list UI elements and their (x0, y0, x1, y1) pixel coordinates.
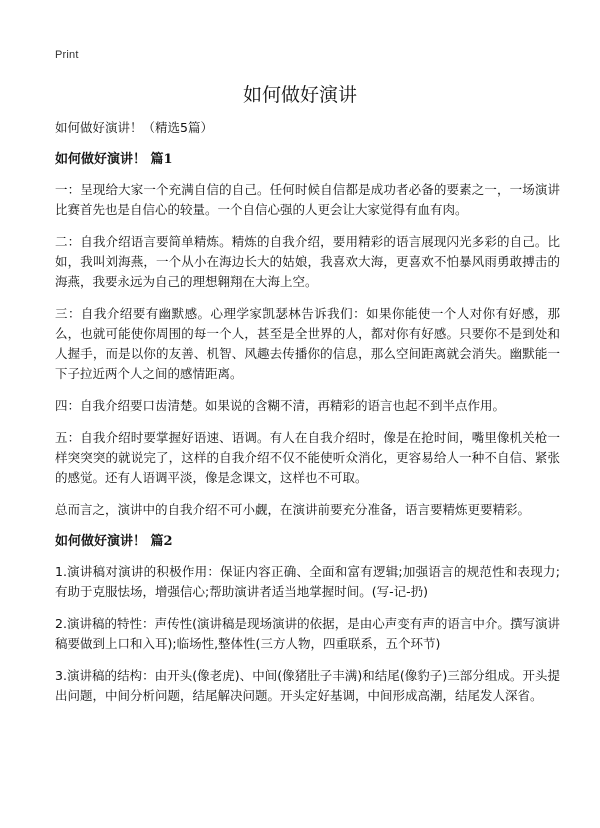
section-heading: 如何做好演讲！ 篇1 (55, 152, 173, 167)
paragraph: 总而言之，演讲中的自我介绍不可小觑，在演讲前要充分准备，语言要精炼更要精彩。 (55, 502, 531, 517)
paragraph: 一：呈现给大家一个充满自信的自己。任何时候自信都是成功者必备的要素之一，一场演讲比赛首先也是自信心的较量。一个自信心强的人更会让大家觉得有血有肉。 (55, 182, 560, 217)
section-1 (55, 150, 560, 520)
paragraph: 3.演讲稿的结构：由开头(像老虎)、中间(像猪肚子丰满)和结尾(像豹子)三部分组成。开头提出问题，中间分析问题，结尾解决问题。开头定好基调，中间形成高潮，结尾发人深省。 (55, 668, 560, 703)
paragraph: 1.演讲稿对演讲的积极作用：保证内容正确、全面和富有逻辑;加强语言的规范性和表现力;有助于克服怯场，增强信心;帮助演讲者适当地掌握时间。(写-记-扔) (55, 564, 560, 599)
paragraph: 三：自我介绍要有幽默感。心理学家凯瑟林告诉我们：如果你能使一个人对你有好感，那么，也就可能使你周围的每一个人，甚至是全世界的人，都对你有好感。只要你不是到处和人握手，而是以你的友善、机智、风趣去传播你的信息，那么空间距离就会消失。幽默能一下子拉近两个人之间的感情距离。 (55, 306, 560, 381)
paragraph: 五：自我介绍时要掌握好语速、语调。有人在自我介绍时，像是在抢时间，嘴里像机关枪一样突突突的就说完了，这样的自我介绍不仅不能使听众消化，更容易给人一种不自信、紧张的感觉。还有人语调平淡，像是念课文，这样也不可取。 (55, 430, 560, 485)
paragraph: 2.演讲稿的特性：声传性(演讲稿是现场演讲的依据，是由心声变有声的语言中介。撰写演讲稿要做到上口和入耳);临场性,整体性(三方人物，四重联系，五个环节) (55, 616, 560, 651)
document-subtitle: 如何做好演讲！（精选5篇） (55, 120, 213, 135)
document-title: 如何做好演讲 (242, 84, 357, 106)
paragraph: 二：自我介绍语言要简单精炼。精炼的自我介绍，要用精彩的语言展现闪光多彩的自己。比如，我叫刘海燕，一个从小在海边长大的姑娘，我喜欢大海，更喜欢不怕暴风雨勇敢搏击的海燕，我要永远为自己的理想翱翔在大海上空。 (55, 234, 560, 289)
print-label[interactable]: Print (55, 49, 79, 61)
document-body (55, 118, 560, 718)
section-2 (55, 532, 560, 706)
section-heading: 如何做好演讲！ 篇2 (55, 534, 173, 549)
paragraph: 四：自我介绍要口齿清楚。如果说的含糊不清，再精彩的语言也起不到半点作用。 (55, 398, 506, 413)
